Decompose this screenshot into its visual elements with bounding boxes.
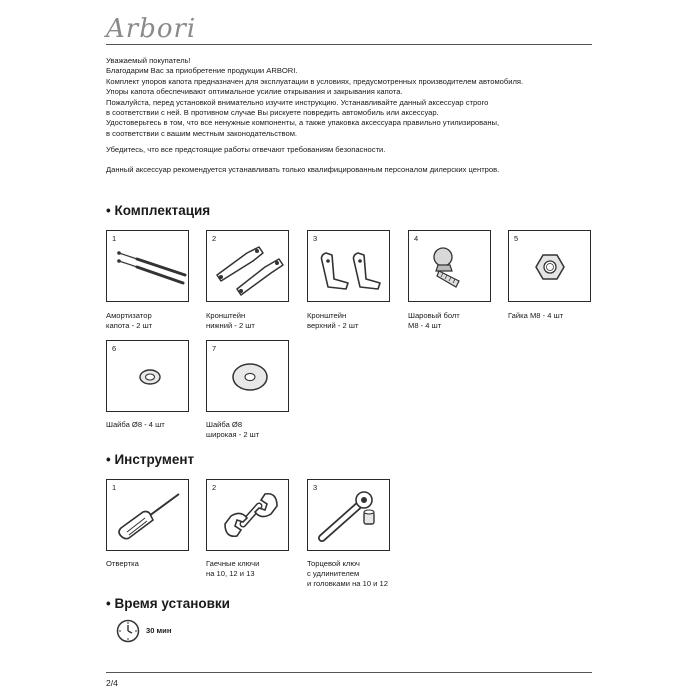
item-number: 3 bbox=[313, 234, 318, 243]
intro-line: Упоры капота обеспечивают оптимальное усилие открывания и закрывания капота. bbox=[106, 87, 403, 97]
kit-item-caption bbox=[307, 311, 407, 331]
caption-line: Шайба Ø8 - 4 шт bbox=[106, 420, 165, 429]
kit-item-caption bbox=[206, 311, 306, 331]
intro-text bbox=[106, 56, 592, 139]
nut-icon bbox=[509, 231, 592, 303]
tool-item-caption bbox=[307, 559, 447, 589]
washer-icon bbox=[107, 341, 190, 413]
item-number: 7 bbox=[212, 344, 217, 353]
safety-note: Убедитесь, что все предстоящие работы отвечают требованиям безопасности. bbox=[106, 145, 386, 154]
item-number: 2 bbox=[212, 234, 217, 243]
tool-item-screwdriver bbox=[106, 479, 189, 551]
intro-line: в соответствии с вашим местным законодательством. bbox=[106, 128, 298, 138]
caption-line: Отвертка bbox=[106, 559, 139, 568]
kit-item-caption bbox=[508, 311, 608, 321]
intro-line: Пожалуйста, перед установкой внимательно изучите инструкцию. Устанавливайте данный аксессуар строго bbox=[106, 97, 489, 107]
tool-item-caption bbox=[206, 559, 306, 579]
kit-item-lower-bracket bbox=[206, 230, 289, 302]
item-number: 1 bbox=[112, 234, 117, 243]
ball-bolt-icon bbox=[409, 231, 492, 303]
caption-line: Шайба Ø8 bbox=[206, 420, 243, 429]
kit-item-upper-bracket bbox=[307, 230, 390, 302]
intro-line: Удостоверьтесь в том, что все ненужные компоненты, а также упаковка аксессуара правильно утилизированы, bbox=[106, 118, 500, 128]
gas-strut-icon bbox=[107, 231, 190, 303]
footer-divider bbox=[106, 672, 592, 673]
wide-washer-icon bbox=[207, 341, 290, 413]
install-time-title: • Время установки bbox=[106, 596, 230, 611]
kit-item-wide-washer bbox=[206, 340, 289, 412]
tool-item-wrench bbox=[206, 479, 289, 551]
page-number: 2/4 bbox=[106, 678, 118, 688]
kit-item-gas-strut bbox=[106, 230, 189, 302]
caption-line: Кронштейн bbox=[206, 311, 246, 320]
kit-item-nut bbox=[508, 230, 591, 302]
item-number: 6 bbox=[112, 344, 117, 353]
intro-line: Комплект упоров капота предназначен для эксплуатации в условиях, предусмотренных производителем автомобиля. bbox=[106, 76, 524, 86]
item-number: 4 bbox=[414, 234, 419, 243]
tools-section-title: • Инструмент bbox=[106, 452, 195, 467]
intro-line: Благодарим Вас за приобретение продукции ARBORI. bbox=[106, 66, 298, 76]
clock-icon bbox=[116, 619, 140, 643]
caption-line: Торцевой ключ bbox=[307, 559, 360, 568]
caption-line: М8 - 4 шт bbox=[408, 321, 442, 330]
caption-line: Гайка М8 - 4 шт bbox=[508, 311, 564, 320]
intro-line: в соответствии с ней. В противном случае Вы рискуете повредить автомобиль или аксессуар. bbox=[106, 108, 439, 118]
install-time-value: 30 мин bbox=[146, 626, 172, 635]
caption-line: капота - 2 шт bbox=[106, 321, 153, 330]
caption-line: верхний - 2 шт bbox=[307, 321, 359, 330]
caption-line: Гаечные ключи bbox=[206, 559, 260, 568]
caption-line: на 10, 12 и 13 bbox=[206, 569, 255, 578]
caption-line: Шаровый болт bbox=[408, 311, 460, 320]
lower-bracket-icon bbox=[207, 231, 290, 303]
kit-item-caption bbox=[106, 311, 206, 331]
caption-line: нижний - 2 шт bbox=[206, 321, 255, 330]
item-number: 5 bbox=[514, 234, 519, 243]
caption-line: и головками на 10 и 12 bbox=[307, 579, 388, 588]
kit-section-title: • Комплектация bbox=[106, 203, 211, 218]
header-divider bbox=[106, 44, 592, 45]
brand-logo: Arbori bbox=[106, 14, 197, 44]
upper-bracket-icon bbox=[308, 231, 391, 303]
screwdriver-icon bbox=[107, 480, 190, 552]
kit-item-caption bbox=[106, 420, 206, 430]
intro-line: Уважаемый покупатель! bbox=[106, 56, 191, 65]
caption-line: Амортизатор bbox=[106, 311, 152, 320]
item-number: 1 bbox=[112, 483, 117, 492]
socket-wrench-icon bbox=[308, 480, 391, 552]
kit-item-ball-bolt bbox=[408, 230, 491, 302]
kit-item-washer bbox=[106, 340, 189, 412]
item-number: 2 bbox=[212, 483, 217, 492]
wrench-icon bbox=[207, 480, 290, 552]
caption-line: с удлинителем bbox=[307, 569, 360, 578]
caption-line: широкая - 2 шт bbox=[206, 430, 260, 439]
caption-line: Кронштейн bbox=[307, 311, 347, 320]
kit-item-caption bbox=[206, 420, 306, 440]
tool-item-caption bbox=[106, 559, 206, 569]
kit-item-caption bbox=[408, 311, 508, 331]
dealer-note: Данный аксессуар рекомендуется устанавливать только квалифицированным персоналом дилерских центров. bbox=[106, 165, 500, 174]
item-number: 3 bbox=[313, 483, 318, 492]
tool-item-socket-wrench bbox=[307, 479, 390, 551]
